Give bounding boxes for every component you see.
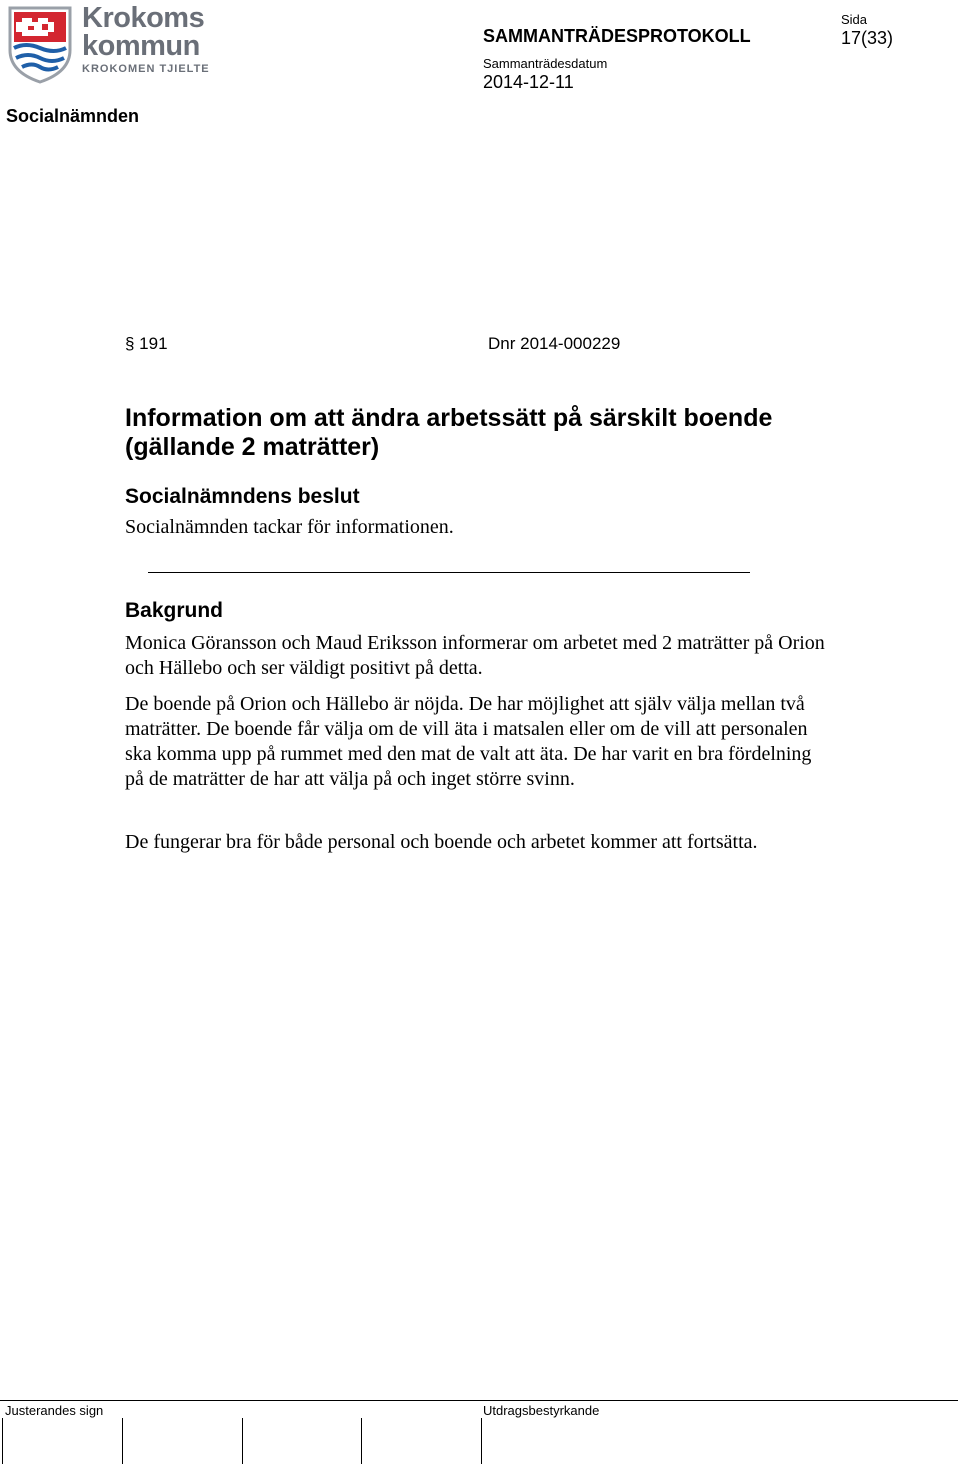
section-divider [148,572,750,573]
signature-box-divider [481,1418,482,1464]
signature-box-divider [361,1418,362,1464]
signature-box-divider [2,1418,3,1464]
section-number: § 191 [125,334,168,353]
footer-rule [0,1400,958,1401]
page-number: 17(33) [841,28,894,48]
background-paragraph: De boende på Orion och Hällebo är nöjda. De har möjlighet att själv välja mellan två maträtter. De boende får välja om de vill äta i matsalen eller om de vill att personalen ska komma upp på rummet med den mat de valt att äta. De har varit en bra fördelning på de maträtter de har att välja på och inget större svinn. [125,693,812,790]
krokom-crest-logo [6,4,76,84]
case-number: Dnr 2014-000229 [488,334,621,353]
organization-name: Socialnämnden [6,106,140,126]
utdragsbestyrkande-label: Utdragsbestyrkande [483,1403,600,1418]
decision-heading: Socialnämndens beslut [125,485,360,508]
decision-text: Socialnämnden tackar för informationen. [125,516,454,538]
background-paragraph: De fungerar bra för både personal och boende och arbetet kommer att fortsätta. [125,831,758,853]
page-label: Sida [841,12,868,27]
meeting-date-label: Sammanträdesdatum [483,56,608,71]
justerandes-sign-label: Justerandes sign [5,1403,104,1418]
background-heading: Bakgrund [125,599,224,622]
signature-box-divider [122,1418,123,1464]
brand-subtitle: KROKOMEN TJIELTE [82,63,210,75]
signature-box-divider [242,1418,243,1464]
background-paragraph: Monica Göransson och Maud Eriksson informerar om arbetet med 2 maträtter på Orion och Hällebo och ser väldigt positivt på detta. [125,632,825,679]
document-type: SAMMANTRÄDESPROTOKOLL [483,26,751,46]
item-title: Information om att ändra arbetssätt på särskilt boende (gällande 2 maträtter) [125,404,773,461]
meeting-date: 2014-12-11 [483,72,574,92]
brand-name-line1: Krokoms [82,2,205,34]
brand-name-line2: kommun [82,30,200,62]
